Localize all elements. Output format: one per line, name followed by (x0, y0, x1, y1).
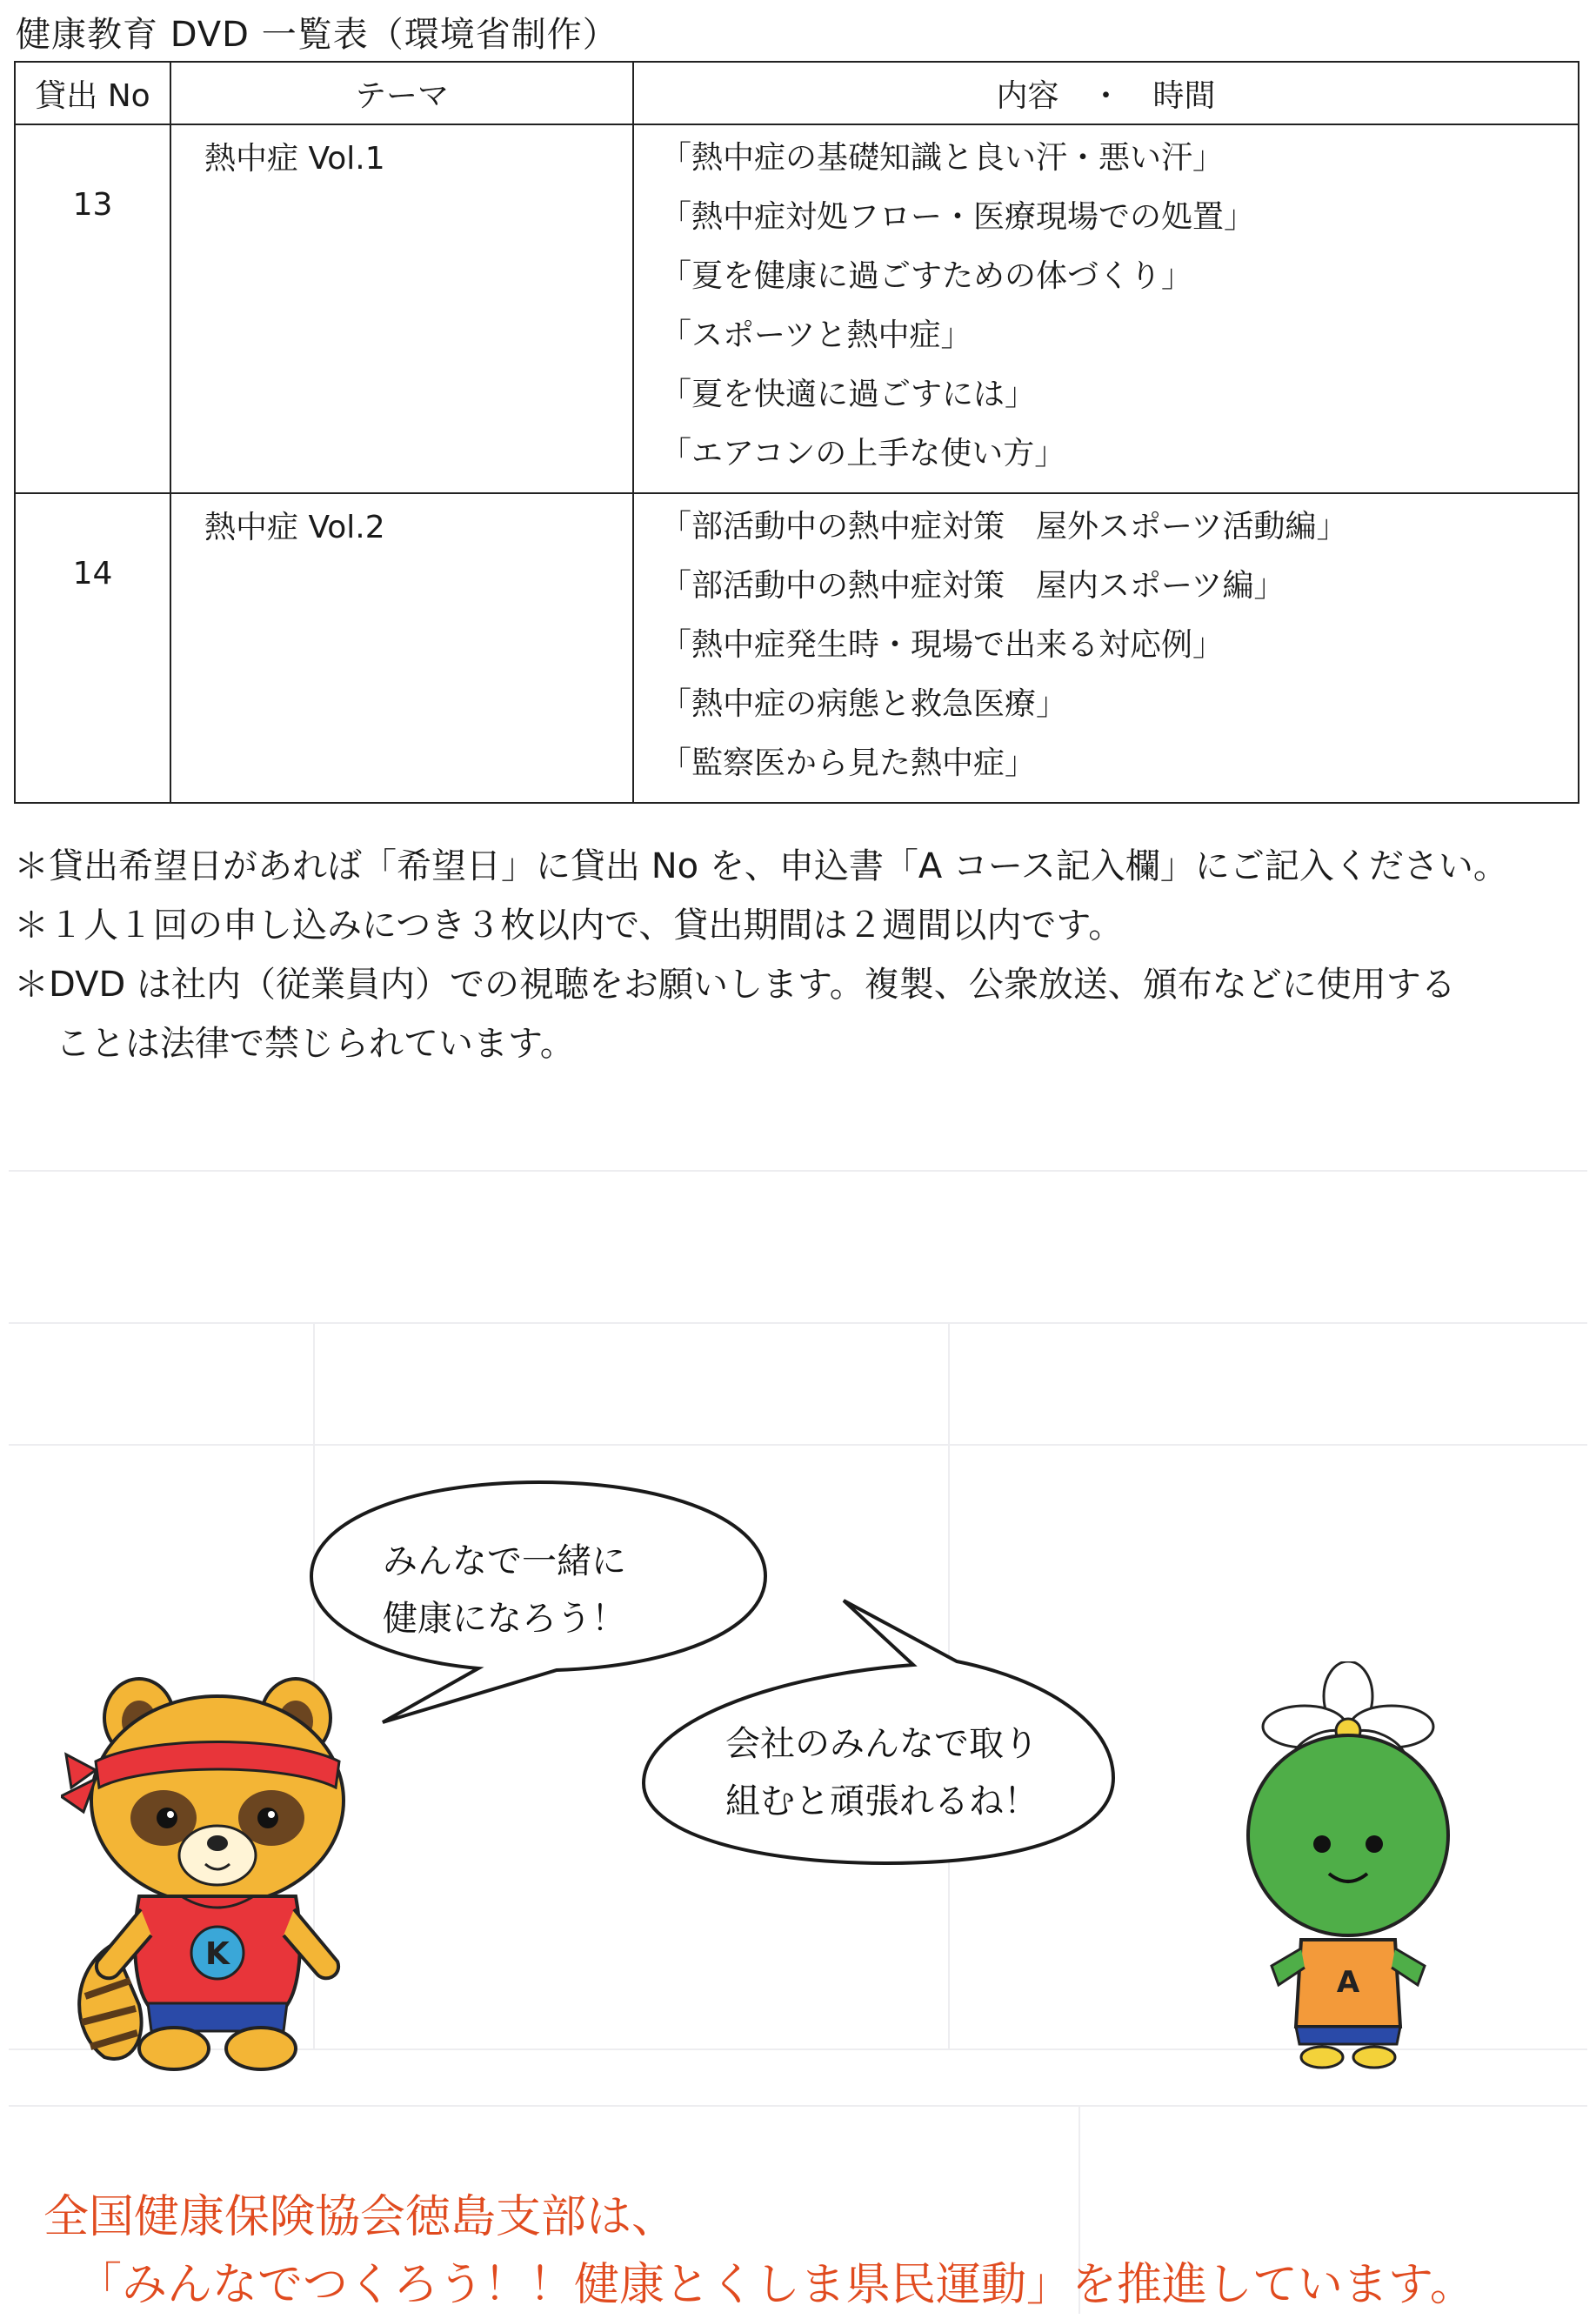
note-preferred-date: ＊貸出希望日があれば「希望日」に貸出 No を、申込書「A コース記入欄」にご記入ください。 (14, 846, 1508, 886)
row-theme: 熱中症 Vol.1 (170, 124, 633, 493)
note-usage-restriction-cont: ことは法律で禁じられています。 (56, 1024, 575, 1064)
table-header-row (15, 62, 1579, 124)
footer-line-1: 全国健康保険協会徳島支部は、 (43, 2191, 678, 2243)
content-item: 「監察医から見た熱中症」 (660, 745, 1037, 781)
header-content: 内容 ・ 時間 (633, 62, 1579, 124)
raccoon-mascot-illustration (61, 1657, 374, 2075)
content-item: 「熱中症発生時・現場で出来る対応例」 (660, 627, 1225, 663)
note-loan-limit: ＊１人１回の申し込みにつき３枚以内で、貸出期間は２週間以内です。 (14, 906, 1124, 946)
dvd-list-table (14, 61, 1579, 804)
notes-section (14, 837, 1579, 1073)
content-item: 「スポーツと熱中症」 (660, 317, 972, 353)
footer-line-2: 「みんなでつくろう！！健康とくしま県民運動」を推進しています。 (77, 2259, 1475, 2311)
header-no: 貸出 No (15, 62, 170, 124)
table-row (15, 124, 1579, 493)
row-theme: 熱中症 Vol.2 (170, 493, 633, 803)
content-item: 「熱中症対処フロー・医療現場での処置」 (660, 199, 1256, 235)
row-no-cell (15, 493, 170, 803)
bubble-left-line1: みんなで一緒に (383, 1541, 626, 1581)
content-item: 「熱中症の基礎知識と良い汗・悪い汗」 (660, 140, 1225, 176)
row-no-cell (15, 124, 170, 493)
citrus-mascot-illustration (1218, 1661, 1479, 2070)
content-item: 「夏を快適に過ごすには」 (660, 377, 1037, 412)
page-title: 健康教育 DVD 一覧表（環境省制作） (16, 15, 618, 55)
header-theme: テーマ (170, 62, 633, 124)
content-item: 「夏を健康に過ごすための体づくり」 (660, 258, 1193, 294)
speech-bubble-right-text (725, 1715, 1038, 1830)
bubble-right-line1: 会社のみんなで取り (725, 1724, 1038, 1764)
content-item: 「部活動中の熱中症対策 屋内スポーツ編」 (660, 568, 1285, 604)
row-contents (633, 124, 1579, 493)
bubble-left-line2: 健康になろう！ (383, 1599, 626, 1639)
speech-bubble-left-text (383, 1533, 626, 1647)
content-item: 「エアコンの上手な使い方」 (660, 436, 1066, 471)
content-item: 「熱中症の病態と救急医療」 (660, 686, 1068, 722)
raccoon-shirt-letter: K (205, 1936, 230, 1972)
row-no: 14 (72, 556, 113, 591)
content-item: 「部活動中の熱中症対策 屋外スポーツ活動編」 (660, 509, 1348, 545)
citrus-shirt-letter: A (1336, 1965, 1360, 2000)
row-no: 13 (72, 187, 113, 223)
footer-campaign-message (0, 2183, 1596, 2319)
row-contents (633, 493, 1579, 803)
note-usage-restriction: ＊DVD は社内（従業員内）での視聴をお願いします。複製、公衆放送、頒布などに使用する (14, 965, 1456, 1005)
bubble-right-line2: 組むと頑張れるね！ (725, 1781, 1038, 1821)
table-row (15, 493, 1579, 803)
